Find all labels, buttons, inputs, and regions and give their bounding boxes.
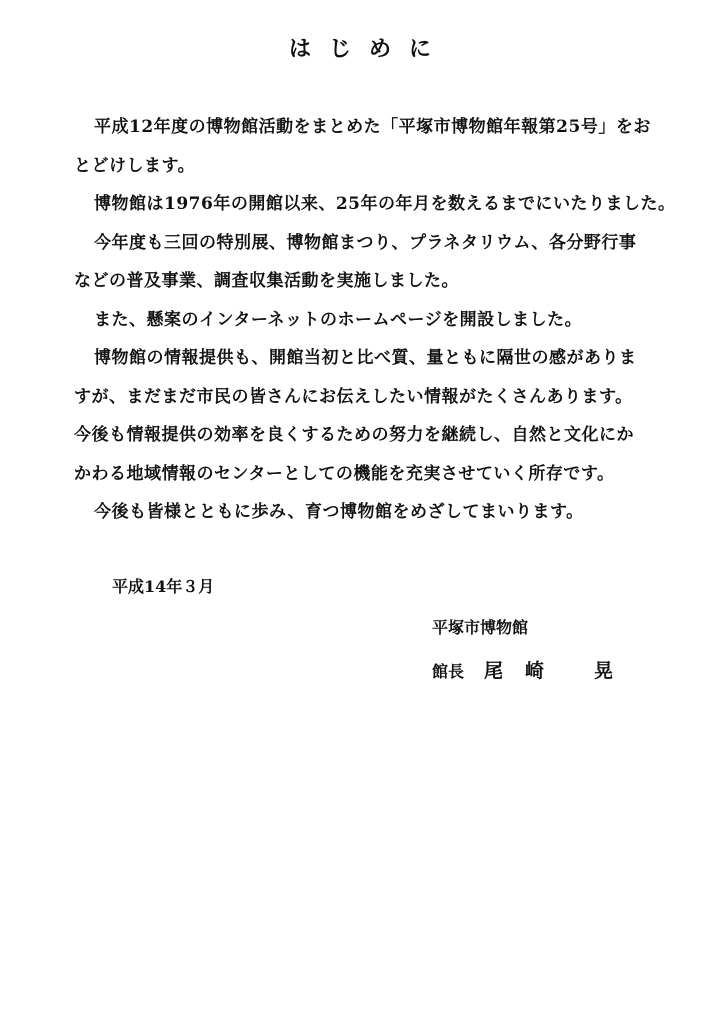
- signature-given-name: 晃: [594, 660, 614, 682]
- paragraph-line: 今後も皆様とともに歩み、育つ博物館をめざしてまいります。: [94, 502, 584, 522]
- paragraph-line: 平成12年度の博物館活動をまとめた「平塚市博物館年報第25号」をお: [94, 117, 651, 137]
- paragraph-line: 今年度も三回の特別展、博物館まつり、プラネタリウム、各分野行事: [94, 232, 637, 253]
- paragraph-line: 博物館は1976年の開館以来、25年の年月を数えるまでにいたりました。: [94, 194, 676, 214]
- document-date: 平成14年３月: [112, 577, 215, 596]
- signature-family-name: 尾崎: [484, 660, 567, 682]
- paragraph-line: とどけします。: [74, 155, 196, 176]
- paragraph-line: などの普及事業、調査収集活動を実施しました。: [74, 271, 459, 291]
- paragraph-line: また、懸案のインターネットのホームページを開設しました。: [94, 309, 583, 330]
- paragraph-line: 博物館の情報提供も、開館当初と比べ質、量ともに隔世の感がありま: [94, 348, 637, 368]
- signature-block: [432, 656, 613, 683]
- organization-name: 平塚市博物館: [432, 618, 529, 637]
- paragraph-line: かわる地域情報のセンターとしての機能を充実させていく所存です。: [74, 463, 615, 484]
- paragraph-line: すが、まだまだ市民の皆さんにお伝えしたい情報がたくさんあります。: [74, 386, 633, 407]
- body-text: [74, 108, 674, 532]
- signature-role: 館長: [432, 662, 465, 681]
- paragraph-line: 今後も情報提供の効率を良くするための努力を継続し、自然と文化にか: [74, 425, 634, 445]
- page-title: はじめに: [288, 36, 449, 62]
